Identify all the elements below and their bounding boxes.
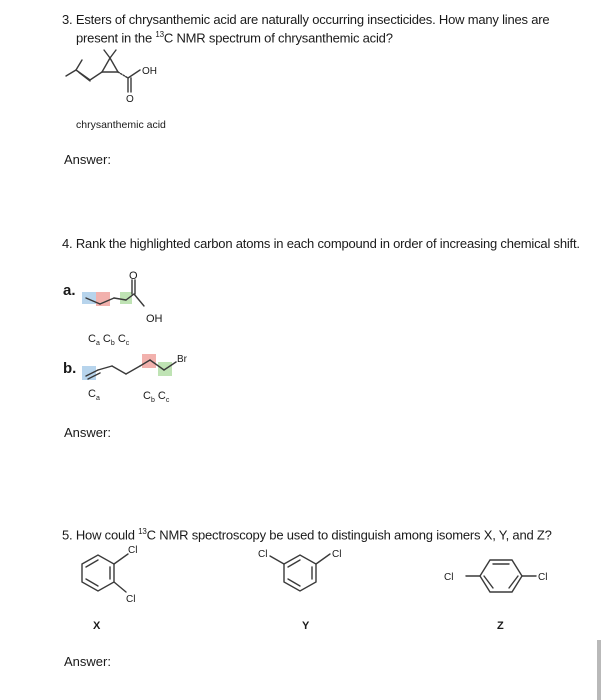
- isomer-x-label: X: [93, 620, 101, 632]
- question-5-text: 5. How could $^{13}$C NMR spectroscopy be used to distinguish among isomers X, Y, and Z?: [62, 527, 552, 543]
- page-edge-shadow: [597, 640, 601, 700]
- isomer-z-structure: [436, 540, 566, 610]
- compound-a-carbon-labels: $C_a$ $C_b$ $C_c$: [88, 333, 130, 348]
- chrysanthemic-acid-caption: chrysanthemic acid: [76, 119, 166, 131]
- question-4-answer-label: Answer:: [64, 425, 111, 440]
- compound-a-structure: [80, 270, 190, 330]
- compound-b-ca-label: $C_a$: [88, 388, 100, 403]
- compound-a-o-label: O: [129, 270, 138, 282]
- isomer-y-label: Y: [302, 620, 310, 632]
- compound-b-structure: [80, 350, 200, 390]
- isomer-z-cl-right: Cl: [538, 572, 548, 583]
- chrysanthemic-acid-structure: [62, 48, 202, 128]
- question-5-answer-label: Answer:: [64, 654, 111, 669]
- isomer-y-structure: [250, 540, 360, 610]
- cc-highlight-a: [120, 292, 132, 304]
- isomer-y-cl-right: Cl: [332, 549, 342, 560]
- isomer-x-structure: [60, 540, 150, 610]
- question-4-text: 4. Rank the highlighted carbon atoms in each compound in order of increasing chemical shift.: [62, 236, 580, 251]
- isomer-x-cl-top: Cl: [128, 545, 138, 556]
- question-3-line-1: 3. Esters of chrysanthemic acid are naturally occurring insecticides. How many lines are: [62, 12, 550, 27]
- question-3-answer-label: Answer:: [64, 152, 111, 167]
- question-3-line-2: present in the $^{13}$C NMR spectrum of chrysanthemic acid?: [76, 30, 393, 46]
- question-3-text: [62, 12, 549, 45]
- isomer-z-cl-left: Cl: [444, 572, 454, 583]
- chrysanthemic-oh-label: OH: [142, 66, 157, 77]
- ca-highlight-a: [82, 292, 96, 304]
- isomer-y-cl-left: Cl: [258, 549, 268, 560]
- part-a-label: a.: [63, 282, 76, 299]
- compound-a-oh-label: OH: [146, 313, 163, 325]
- isomer-z-label: Z: [497, 620, 504, 632]
- compound-b-cb-cc-labels: $C_b$ $C_c$: [143, 390, 170, 405]
- compound-b-br-label: Br: [177, 354, 187, 365]
- chrysanthemic-o-label: O: [126, 94, 134, 105]
- isomer-x-cl-bottom: Cl: [126, 594, 136, 605]
- part-b-label: b.: [63, 360, 77, 377]
